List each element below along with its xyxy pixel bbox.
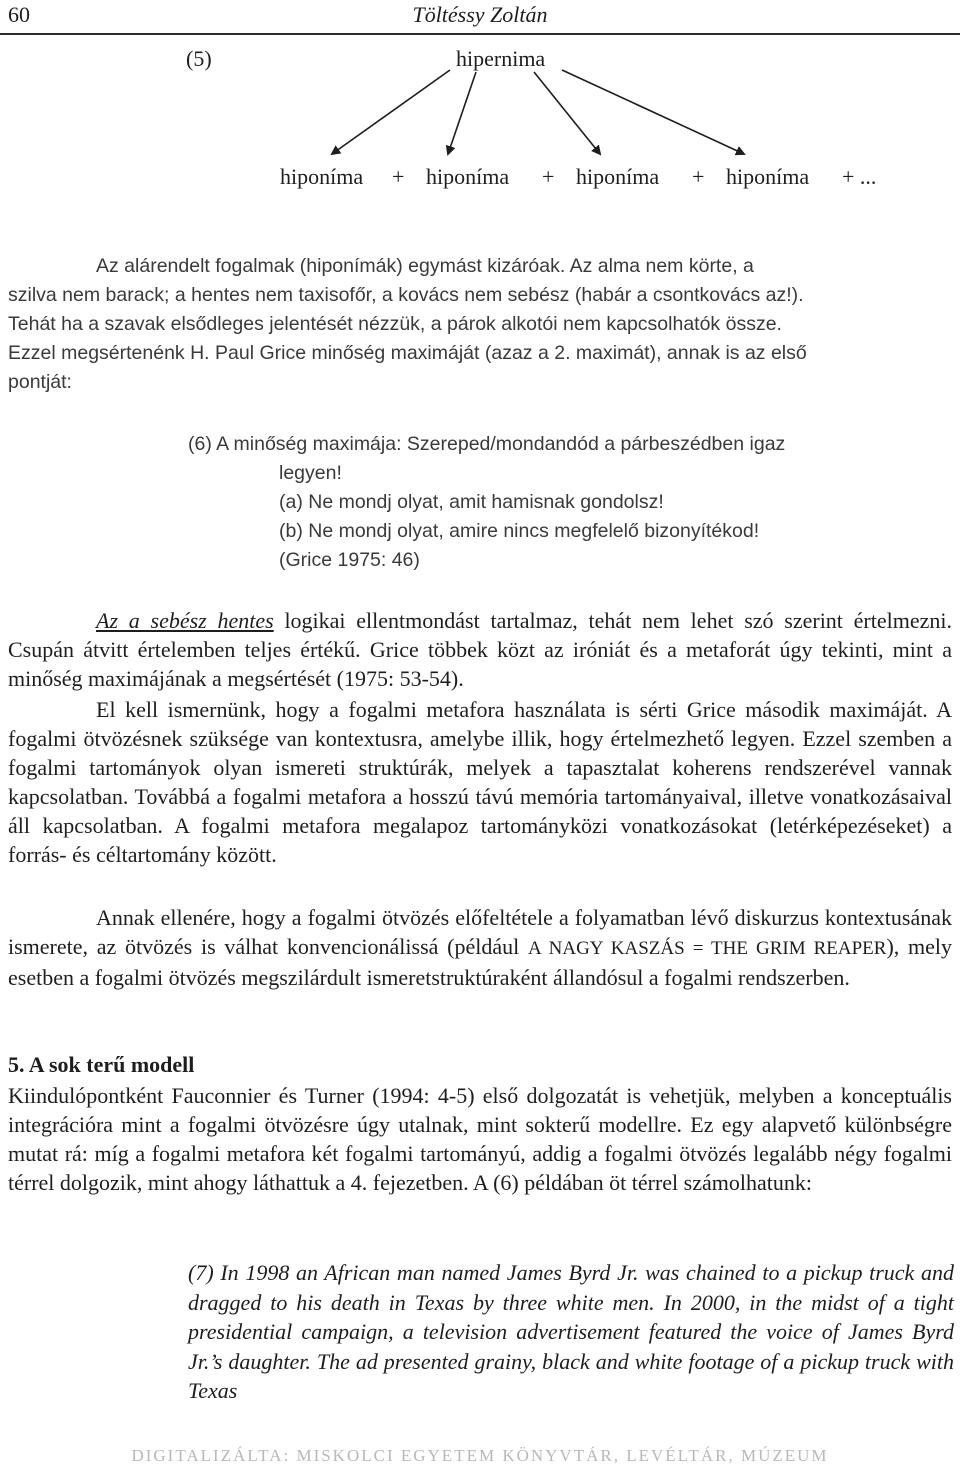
diagram-bottom-node-3: hiponíma — [576, 164, 660, 189]
page-number: 60 — [8, 2, 30, 27]
quote-line-2: legyen! — [279, 462, 342, 484]
diagram-bottom-node-2: hiponíma — [426, 164, 510, 189]
plus-sign: + — [392, 164, 405, 189]
arrow-1 — [332, 70, 450, 154]
paragraph-2 — [8, 606, 952, 693]
hyponymy-diagram — [0, 36, 960, 206]
paragraph-4 — [8, 903, 952, 992]
paragraph-1-line-5: pontját: — [8, 371, 72, 393]
example-7: (7) In 1998 an African man named James Byrd Jr. was chained to a pickup truck and dragged to his death in Texas by three white men. In 2000, in the midst of a tight presidential campaign, a television advertisement featured the voice of James Byrd Jr.’s daughter. The ad presented grainy, black and white footage of a pickup truck with Texas — [188, 1260, 954, 1403]
digitization-footer: DIGITALIZÁLTA: MISKOLCI EGYETEM KÖNYVTÁR, LEVÉLTÁR, MÚZEUM — [131, 1446, 829, 1465]
arrow-2 — [448, 72, 476, 154]
paragraph-1 — [8, 252, 952, 397]
paragraph-1-line-3: Tehát ha a szavak elsődleges jelentését nézzük, a párok alkotói nem kapcsolhatók össze. — [8, 313, 782, 335]
quote-line-3: (a) Ne mondj olyat, amit hamisnak gondolsz! — [279, 491, 664, 513]
underlined-example: Az a sebész hentes — [96, 608, 274, 633]
paragraph-1-line-1: Az alárendelt fogalmak (hiponímák) egymást kizáróak. Az alma nem körte, a — [96, 255, 754, 277]
diagram-top-node: hipernima — [456, 46, 546, 71]
quote-grice-maxim — [188, 430, 908, 575]
diagram-bottom-node-1: hiponíma — [280, 164, 364, 189]
paragraph-3: El kell ismernünk, hogy a fogalmi metafora használata is sérti Grice második maximáját. A fogalmi ötvözésnek szüksége van kontextusra, amelybe illik, hogy értelmezhető legyen. Ezzel szemben a fogalmi tartományok olyan ismereti struktúrák, melyek a tapasztalat koherens rendszerével vannak kapcsolatban. Továbbá a fogalmi metafora a hosszú távú memória tartományaival, illetve vonatkozásaival áll kapcsolatban. A fogalmi metafora megalapoz tartományközi vonatkozásokat (letérképezéseket) a forrás- és céltartomány között. — [8, 697, 952, 867]
paragraph-2-text: logikai ellentmondást tartalmaz, tehát nem lehet szó szerint értelmezni. Csupán átvitt értelemben teljes értékű. Grice többek közt az iróniát és a metaforát úgy tekinti, mint a minőség maximájának a megsértését (1975: 53-54). — [8, 608, 952, 691]
paragraph-4-text-b: ), mely esetben a fogalmi ötvözés megszilárdult ismeretstruktúraként állandósul a fogalmi rendszerben. — [8, 934, 952, 990]
running-title: Töltéssy Zoltán — [412, 2, 548, 27]
plus-sign: + — [542, 164, 555, 189]
plus-sign: + — [692, 164, 705, 189]
plus-ellipsis: + ... — [842, 164, 877, 189]
paragraph-1-line-2: szilva nem barack; a hentes nem taxisofőr, a kovács nem sebész (habár a csontkovács az!). — [8, 284, 804, 306]
diagram-bottom-node-4: hiponíma — [726, 164, 810, 189]
quote-line-4: (b) Ne mondj olyat, amire nincs megfelelő bizonyítékod! — [279, 520, 760, 542]
paragraph-4-text-a: Annak ellenére, hogy a fogalmi ötvözés előfeltétele a folyamatban lévő diskurzus kontextusának ismerete, az ötvözés is válhat konvencionálissá (például — [8, 905, 952, 959]
section-heading: 5. A sok terű modell — [8, 1052, 195, 1077]
blend-example-small-caps: A NAGY KASZÁS = THE GRIM REAPER — [527, 938, 887, 959]
example-label-5: (5) — [186, 46, 212, 71]
header-rule — [0, 33, 960, 35]
paragraph-5: Kiindulópontként Fauconnier és Turner (1994: 4-5) első dolgozatát is vehetjük, melyben a konceptuális integrációra mint a fogalmi ötvözésre úgy utalnak, mint sokterű modellre. Ez egy alapvető különbségre mutat rá: míg a fogalmi metafora két fogalmi tartományú, addig a fogalmi ötvözés legalább négy fogalmi térrel dolgozik, mint ahogy láthattuk a 4. fejezetben. A (6) példában öt térrel számolhatunk: — [8, 1083, 952, 1195]
arrow-3 — [534, 72, 600, 154]
quote-citation: (Grice 1975: 46) — [279, 549, 420, 571]
quote-line-1: (6) A minőség maximája: Szereped/mondandód a párbeszédben igaz — [188, 433, 786, 455]
page-header — [0, 0, 960, 34]
paragraph-1-line-4: Ezzel megsértenénk H. Paul Grice minőség maximáját (azaz a 2. maximát), annak is az első — [8, 342, 807, 364]
